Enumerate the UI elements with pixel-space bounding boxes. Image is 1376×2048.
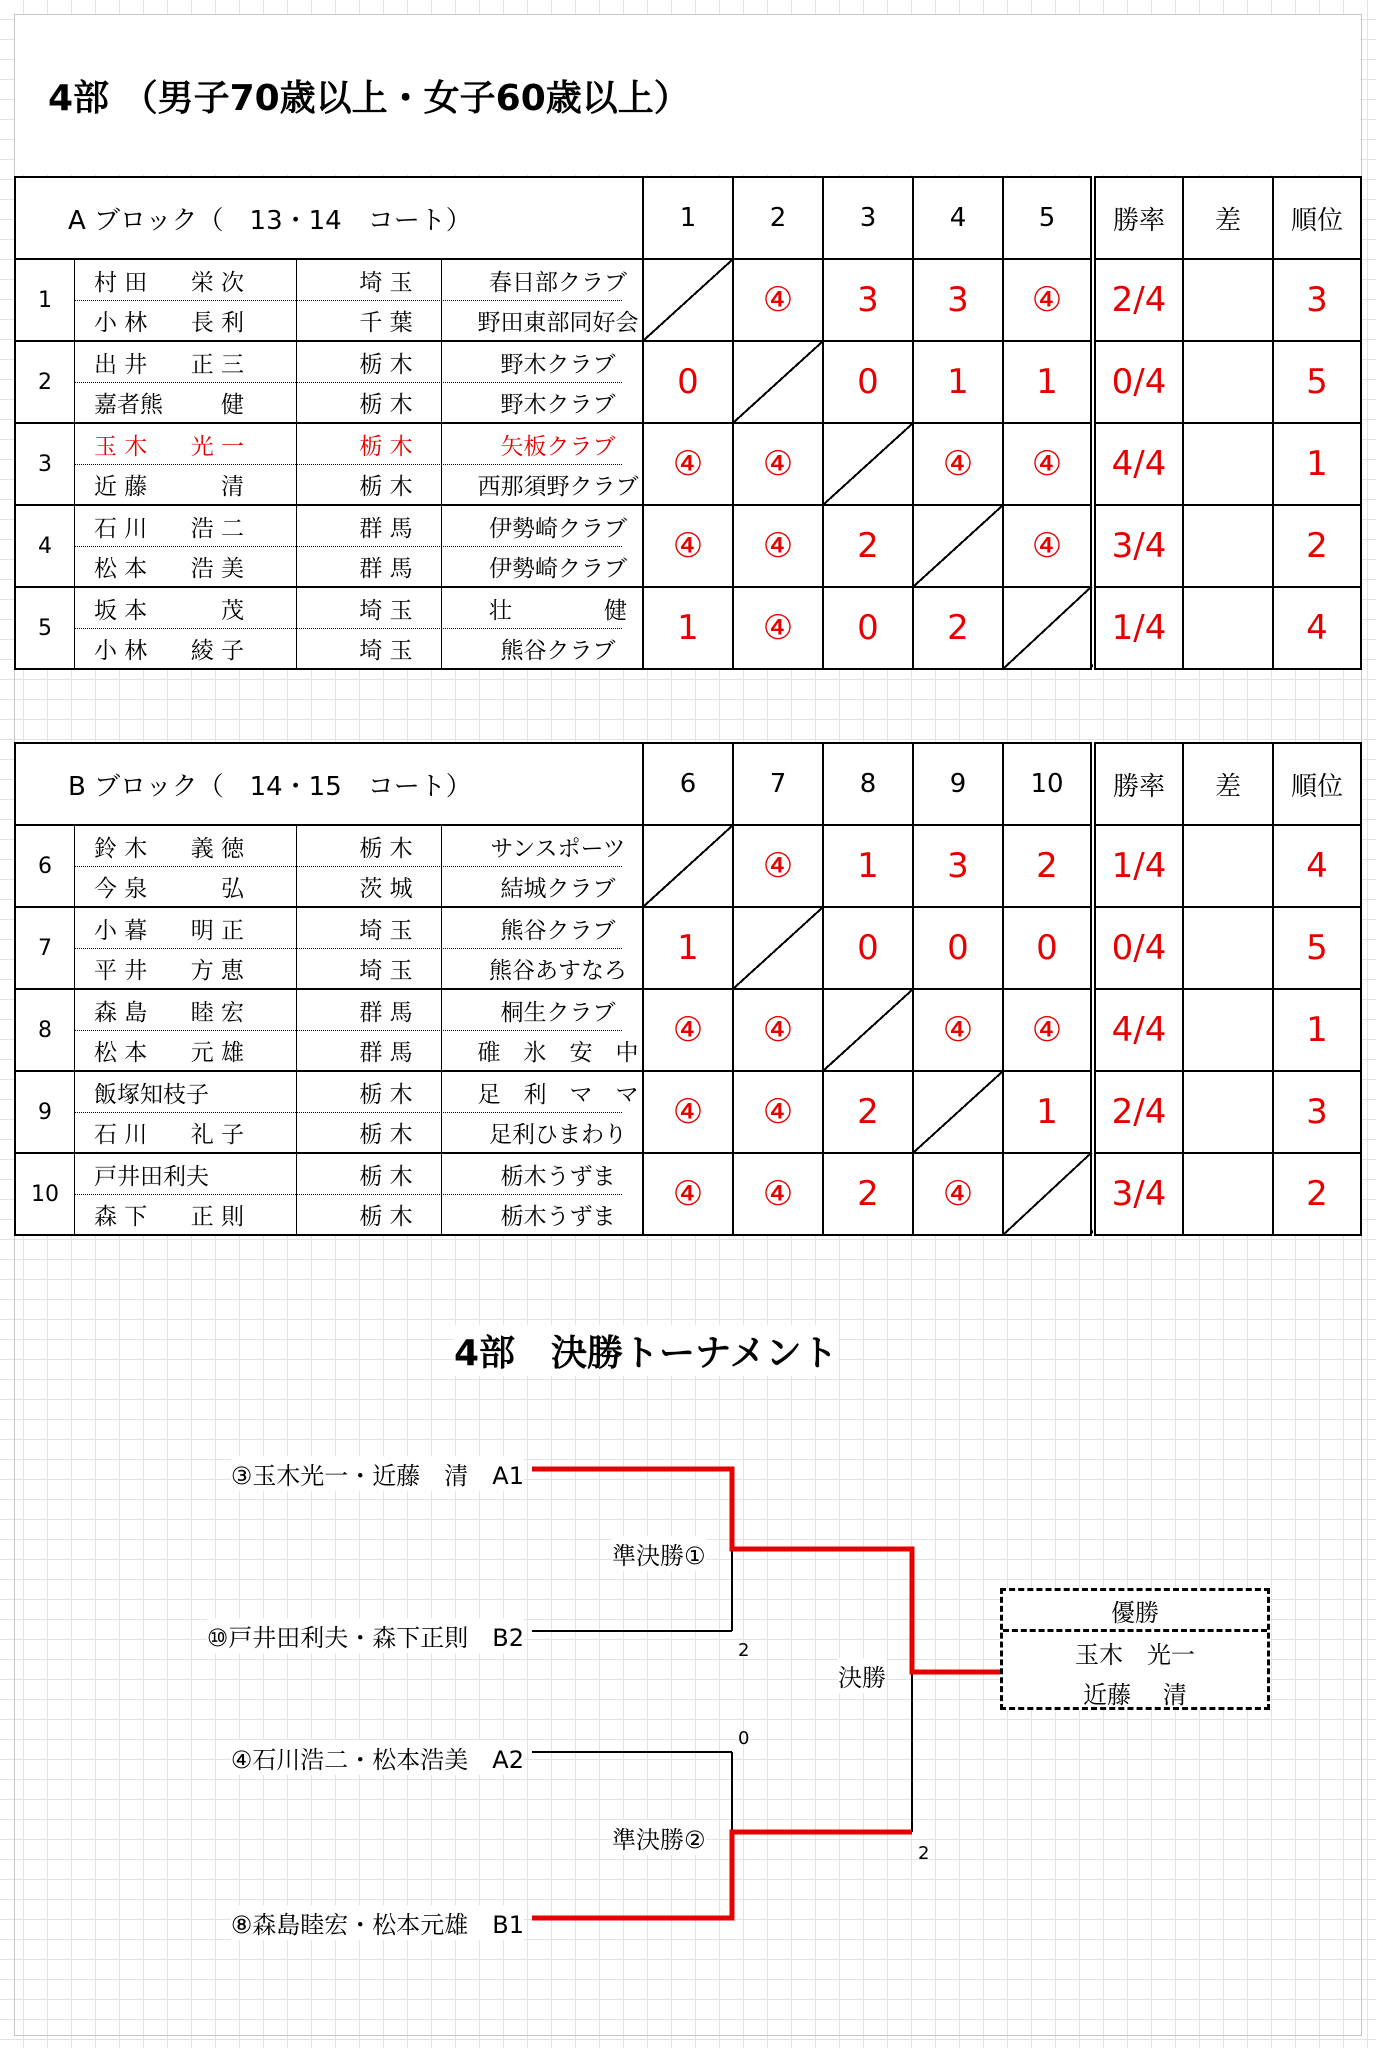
match-score: ④ (733, 1071, 823, 1153)
stat-column-header: 勝率 (1093, 177, 1183, 259)
player-given-name: 方 恵 (190, 957, 244, 984)
player-prefecture: 栃 木 (359, 351, 413, 378)
match-score: 2 (823, 1071, 913, 1153)
player-surname: 今 泉 (94, 875, 148, 902)
player-given-name: 正 則 (190, 1203, 244, 1230)
match-score: ④ (733, 825, 823, 907)
player-surname: 小 林 (94, 637, 148, 664)
stat-column-header: 勝率 (1093, 743, 1183, 825)
player-club: 野木クラブ (500, 391, 616, 418)
player-surname: 出 井 (94, 351, 148, 378)
champion-name-2: 近藤 清 (1083, 1680, 1187, 1709)
player-prefecture: 埼 玉 (359, 269, 413, 296)
opponent-column-header: 2 (733, 177, 823, 259)
semi1-loser-score: 2 (738, 1640, 750, 1661)
player-given-name: 綾 子 (190, 637, 244, 664)
player-club: 矢板クラブ (500, 433, 616, 460)
opponent-column-header: 1 (643, 177, 733, 259)
player-surname: 石 川 (94, 1121, 148, 1148)
player-club: 伊勢崎クラブ (489, 555, 627, 582)
match-score: ④ (733, 1153, 823, 1235)
match-score: ④ (733, 587, 823, 669)
match-score: ④ (643, 423, 733, 505)
match-score: ④ (643, 1071, 733, 1153)
rank: 4 (1273, 587, 1361, 669)
player-surname: 森 下 (94, 1203, 148, 1230)
player-club: 熊谷クラブ (500, 637, 616, 664)
team-number: 9 (38, 1099, 52, 1125)
block-name: A ブロック（ 13・14 コート） (15, 177, 643, 259)
semifinal-1-label: 準決勝① (612, 1536, 706, 1571)
opponent-column-header: 10 (1003, 743, 1093, 825)
player-prefecture: 埼 玉 (359, 917, 413, 944)
match-score: 2 (1003, 825, 1093, 907)
win-rate: 0/4 (1093, 907, 1183, 989)
player-given-name: 正 三 (190, 351, 244, 378)
match-score: 0 (1003, 907, 1093, 989)
match-score: 1 (643, 907, 733, 989)
player-given-name: 明 正 (190, 917, 244, 944)
player-club: 西那須野クラブ (477, 473, 639, 500)
player-given-name: 弘 (221, 875, 244, 902)
player-surname: 松 本 (94, 1039, 148, 1066)
player-surname: 小 暮 (94, 917, 148, 944)
player-club: 熊谷あすなろ (489, 957, 627, 984)
rank: 4 (1273, 825, 1361, 907)
match-score: ④ (733, 989, 823, 1071)
player-surname: 小 林 (94, 309, 148, 336)
team-number: 1 (38, 287, 52, 313)
team-number: 4 (38, 533, 52, 559)
player-surname: 嘉者熊 (94, 391, 163, 418)
team-number: 2 (38, 369, 52, 395)
match-score: ④ (1003, 505, 1093, 587)
player-club: 碓 氷 安 中 (477, 1039, 639, 1066)
player-given-name: 元 雄 (190, 1039, 244, 1066)
player-prefecture: 栃 木 (359, 1203, 413, 1230)
opponent-column-header: 5 (1003, 177, 1093, 259)
player-given-name: 長 利 (190, 309, 244, 336)
team-number: 5 (38, 615, 52, 641)
win-rate: 1/4 (1093, 825, 1183, 907)
match-score: 0 (643, 341, 733, 423)
champion-title: 優勝 (1003, 1591, 1267, 1632)
match-score: ④ (643, 1153, 733, 1235)
player-surname: 玉 木 (94, 433, 148, 460)
player-prefecture: 千 葉 (359, 309, 413, 336)
player-prefecture: 栃 木 (359, 1121, 413, 1148)
player-club: 野田東部同好会 (477, 309, 639, 336)
stat-column-header: 差 (1183, 177, 1273, 259)
player-club: サンスポーツ (490, 835, 626, 862)
player-given-name: 浩 二 (190, 515, 244, 542)
bracket-win-path-b1 (532, 1832, 912, 1918)
opponent-column-header: 6 (643, 743, 733, 825)
player-prefecture: 群 馬 (359, 555, 413, 582)
win-rate: 4/4 (1093, 989, 1183, 1071)
bracket-title: 4部 決勝トーナメント (454, 1325, 838, 1376)
match-score: 1 (1003, 1071, 1093, 1153)
player-surname: 森 島 (94, 999, 148, 1026)
player-club: 伊勢崎クラブ (489, 515, 627, 542)
player-prefecture: 栃 木 (359, 473, 413, 500)
rank: 2 (1273, 1153, 1361, 1235)
match-score: ④ (643, 989, 733, 1071)
opponent-column-header: 8 (823, 743, 913, 825)
win-rate: 0/4 (1093, 341, 1183, 423)
player-club: 足 利 マ マ (477, 1081, 639, 1108)
win-rate: 2/4 (1093, 259, 1183, 341)
match-score: ④ (1003, 423, 1093, 505)
win-rate: 2/4 (1093, 1071, 1183, 1153)
win-rate: 1/4 (1093, 587, 1183, 669)
player-prefecture: 茨 城 (359, 875, 413, 902)
match-score: ④ (913, 423, 1003, 505)
player-surname: 松 本 (94, 555, 148, 582)
entrant-b2: ⑩戸井田利夫・森下正則 B2 (207, 1618, 524, 1653)
rank: 3 (1273, 259, 1361, 341)
match-score: 1 (1003, 341, 1093, 423)
player-surname: 石 川 (94, 515, 148, 542)
champion-box (1000, 1588, 1270, 1710)
match-score: 0 (913, 907, 1003, 989)
player-club: 野木クラブ (500, 351, 616, 378)
player-given-name: 礼 子 (190, 1121, 244, 1148)
player-given-name: 浩 美 (190, 555, 244, 582)
final-label: 決勝 (838, 1658, 886, 1693)
match-score: ④ (733, 505, 823, 587)
win-rate: 4/4 (1093, 423, 1183, 505)
entrant-a1: ③玉木光一・近藤 清 A1 (231, 1456, 524, 1491)
match-score: 2 (823, 505, 913, 587)
match-score: 1 (643, 587, 733, 669)
final-loser-score: 2 (918, 1843, 930, 1864)
player-prefecture: 埼 玉 (359, 597, 413, 624)
match-score: 3 (913, 259, 1003, 341)
match-score: ④ (733, 423, 823, 505)
match-score: 3 (823, 259, 913, 341)
player-prefecture: 栃 木 (359, 433, 413, 460)
stat-column-header: 順位 (1273, 177, 1361, 259)
rank: 1 (1273, 989, 1361, 1071)
player-surname: 鈴 木 (94, 835, 148, 862)
entrant-a2: ④石川浩二・松本浩美 A2 (231, 1740, 524, 1775)
rank: 5 (1273, 341, 1361, 423)
player-given-name: 光 一 (190, 433, 244, 460)
player-surname: 近 藤 (94, 473, 148, 500)
semi2-loser-score: 0 (738, 1728, 750, 1749)
player-prefecture: 栃 木 (359, 1081, 413, 1108)
team-number: 7 (38, 935, 52, 961)
player-club: 栃木うずま (500, 1163, 616, 1190)
opponent-column-header: 4 (913, 177, 1003, 259)
match-score: 2 (823, 1153, 913, 1235)
player-prefecture: 群 馬 (359, 1039, 413, 1066)
rank: 3 (1273, 1071, 1361, 1153)
player-prefecture: 埼 玉 (359, 637, 413, 664)
player-club: 春日部クラブ (489, 269, 627, 296)
match-score: 0 (823, 907, 913, 989)
team-number: 10 (31, 1181, 59, 1207)
stat-column-header: 差 (1183, 743, 1273, 825)
player-given-name: 健 (221, 391, 244, 418)
match-score: ④ (733, 259, 823, 341)
champion-name-1: 玉木 光一 (1075, 1640, 1195, 1669)
player-club: 熊谷クラブ (500, 917, 616, 944)
match-score: ④ (643, 505, 733, 587)
rank: 2 (1273, 505, 1361, 587)
player-prefecture: 群 馬 (359, 999, 413, 1026)
player-club: 結城クラブ (500, 875, 616, 902)
player-prefecture: 栃 木 (359, 391, 413, 418)
player-prefecture: 群 馬 (359, 515, 413, 542)
player-prefecture: 栃 木 (359, 1163, 413, 1190)
win-rate: 3/4 (1093, 505, 1183, 587)
team-number: 3 (38, 451, 52, 477)
player-given-name: 茂 (221, 597, 244, 624)
player-surname: 坂 本 (94, 597, 148, 624)
semifinal-2-label: 準決勝② (612, 1820, 706, 1855)
player-given-name: 睦 宏 (190, 999, 244, 1026)
team-number: 6 (38, 853, 52, 879)
bracket-win-path-a1 (532, 1469, 1000, 1672)
player-given-name: 義 徳 (190, 835, 244, 862)
match-score: ④ (1003, 989, 1093, 1071)
block-name: B ブロック（ 14・15 コート） (15, 743, 643, 825)
match-score: 1 (913, 341, 1003, 423)
player-prefecture: 埼 玉 (359, 957, 413, 984)
player-given-name: 清 (221, 473, 244, 500)
player-club: 栃木うずま (500, 1203, 616, 1230)
match-score: ④ (1003, 259, 1093, 341)
win-rate: 3/4 (1093, 1153, 1183, 1235)
entrant-b1: ⑧森島睦宏・松本元雄 B1 (231, 1905, 524, 1940)
stat-column-header: 順位 (1273, 743, 1361, 825)
opponent-column-header: 7 (733, 743, 823, 825)
player-club: 壮 健 (489, 597, 627, 624)
match-score: ④ (913, 1153, 1003, 1235)
match-score: 0 (823, 587, 913, 669)
match-score: 2 (913, 587, 1003, 669)
player-surname: 村 田 (94, 269, 148, 296)
rank: 1 (1273, 423, 1361, 505)
player-surname: 戸井田利夫 (94, 1163, 209, 1190)
match-score: ④ (913, 989, 1003, 1071)
rank: 5 (1273, 907, 1361, 989)
opponent-column-header: 3 (823, 177, 913, 259)
team-number: 8 (38, 1017, 52, 1043)
player-surname: 平 井 (94, 957, 148, 984)
player-club: 足利ひまわり (489, 1121, 627, 1148)
match-score: 0 (823, 341, 913, 423)
match-score: 1 (823, 825, 913, 907)
player-club: 桐生クラブ (500, 999, 616, 1026)
player-prefecture: 栃 木 (359, 835, 413, 862)
page-title: 4部 （男子70歳以上・女子60歳以上） (48, 78, 690, 119)
player-surname: 飯塚知枝子 (94, 1081, 209, 1108)
opponent-column-header: 9 (913, 743, 1003, 825)
player-given-name: 栄 次 (190, 269, 244, 296)
match-score: 3 (913, 825, 1003, 907)
